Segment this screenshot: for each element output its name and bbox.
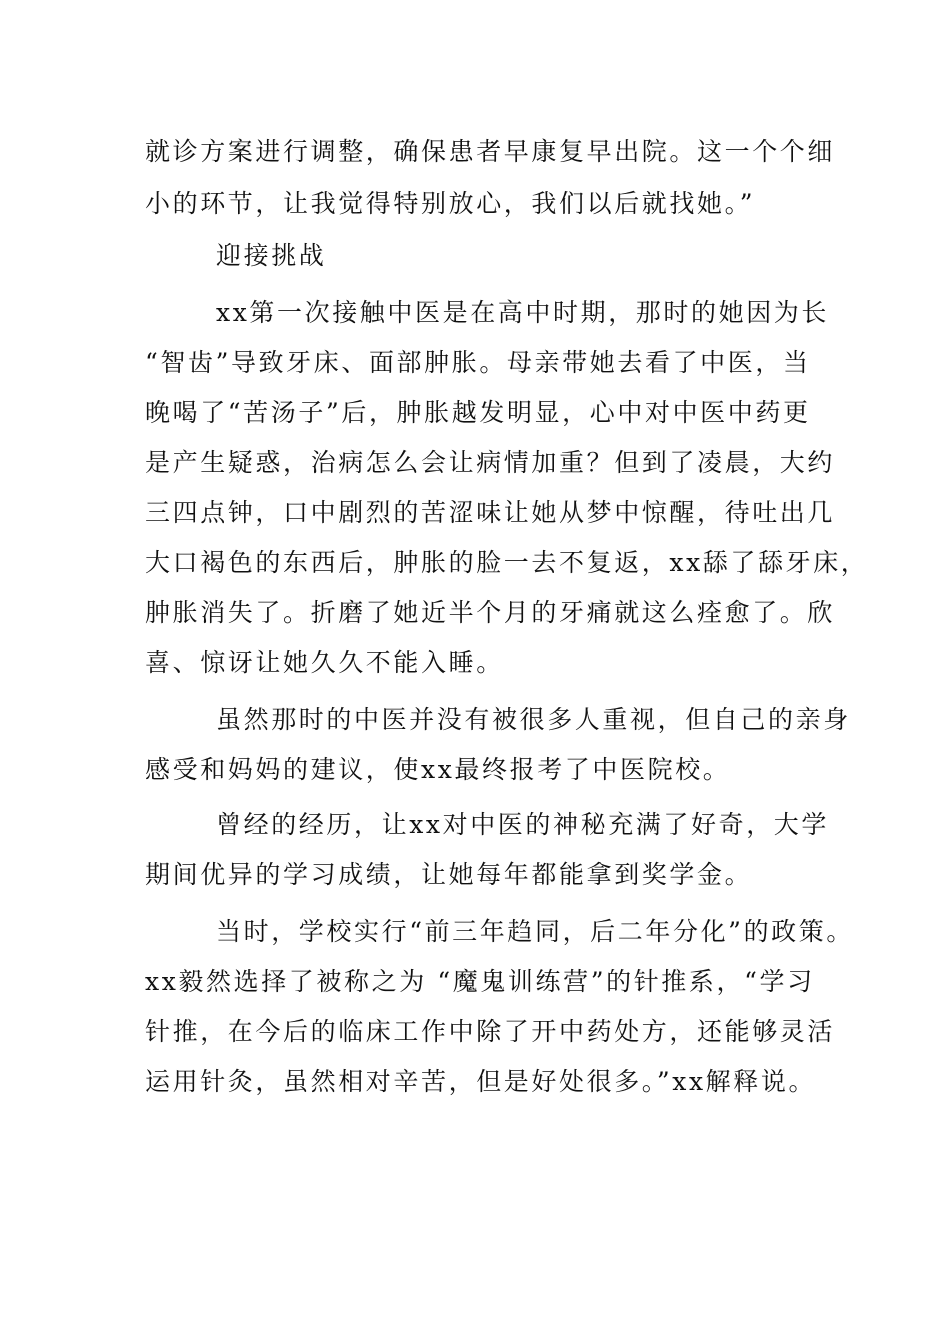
paragraph-line: 晚喝了“苦汤子”后，肿胀越发明显，心中对中医中药更	[145, 398, 811, 427]
paragraph-line: 虽然那时的中医并没有被很多人重视，但自己的亲身	[216, 705, 851, 734]
paragraph-line: 小的环节，让我觉得特别放心，我们以后就找她。”	[145, 189, 756, 218]
paragraph-line: “智齿”导致牙床、面部肿胀。母亲带她去看了中医，当	[145, 348, 811, 377]
paragraph-line: 针推，在今后的临床工作中除了开中药处方，还能够灵活	[145, 1017, 836, 1046]
paragraph-line: 运用针灸，虽然相对辛苦，但是好处很多。”xx解释说。	[145, 1067, 817, 1096]
section-heading: 迎接挑战	[216, 241, 327, 270]
paragraph-line: 是产生疑惑，治病怎么会让病情加重？但到了凌晨，大约	[145, 448, 836, 477]
paragraph-line: 三四点钟，口中剧烈的苦涩味让她从梦中惊醒，待吐出几	[145, 498, 836, 527]
paragraph-line: 喜、惊讶让她久久不能入睡。	[145, 648, 504, 677]
paragraph-line: 当时，学校实行“前三年趋同，后二年分化”的政策。	[216, 917, 854, 946]
paragraph-line: 肿胀消失了。折磨了她近半个月的牙痛就这么痊愈了。欣	[145, 598, 836, 627]
paragraph-line: xx第一次接触中医是在高中时期，那时的她因为长	[216, 298, 829, 327]
paragraph-line: 期间优异的学习成绩，让她每年都能拿到奖学金。	[145, 860, 753, 889]
paragraph-line: 感受和妈妈的建议，使xx最终报考了中医院校。	[145, 755, 731, 784]
paragraph-line: 曾经的经历，让xx对中医的神秘充满了好奇，大学	[216, 810, 829, 839]
paragraph-line: 就诊方案进行调整，确保患者早康复早出院。这一个个细	[145, 137, 836, 166]
paragraph-line: xx毅然选择了被称之为 “魔鬼训练营”的针推系，“学习	[145, 967, 815, 996]
paragraph-line: 大口褐色的东西后，肿胀的脸一去不复返，xx舔了舔牙床，	[145, 548, 869, 577]
